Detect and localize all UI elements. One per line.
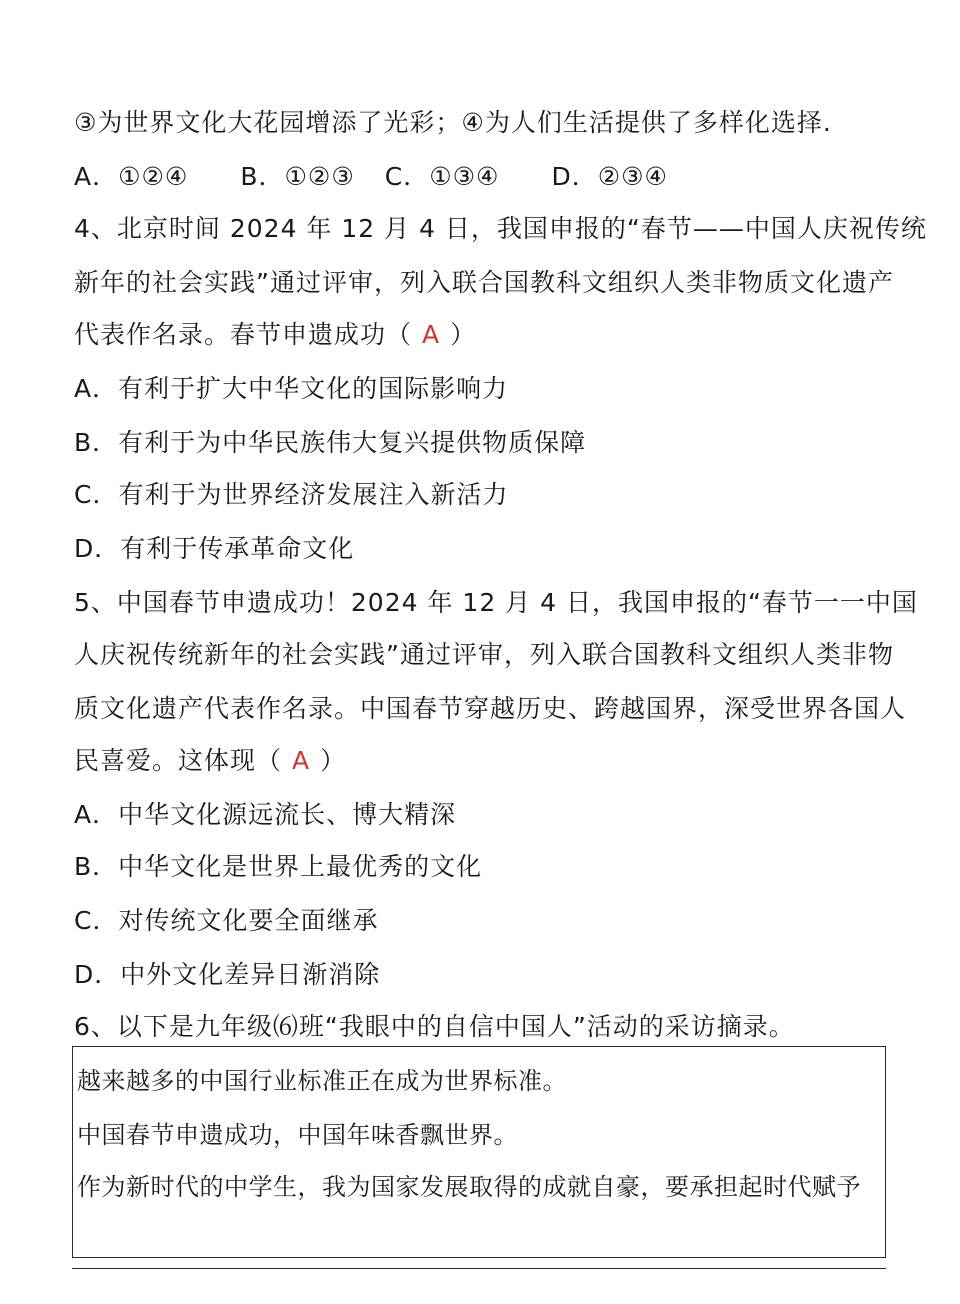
q5-option-b: B．中华文化是世界上最优秀的文化 (74, 852, 483, 881)
q5-stem-line-4 (74, 744, 346, 778)
q3-statement-line: ③为世界文化大花园增添了光彩；④为人们生活提供了多样化选择. (74, 108, 832, 137)
q6-stem-line-1: 6、以下是九年级⑹班“我眼中的自信中国人”活动的采访摘录。 (74, 1012, 795, 1041)
q4-answer-mark: A (422, 320, 441, 349)
q3-option-a: A．①②④ (74, 162, 189, 191)
q5-option-d: D．中外文化差异日渐消除 (74, 960, 381, 989)
q3-options-row (74, 160, 668, 194)
q5-stem-line-2: 人庆祝传统新年的社会实践”通过评审，列入联合国教科文组织人类非物 (74, 640, 894, 669)
q4-stem-suffix: ） (450, 320, 477, 349)
q5-option-a: A．中华文化源远流长、博大精深 (74, 800, 457, 829)
q6-box-bottom-rule (72, 1268, 886, 1269)
q4-stem-line-3 (74, 318, 476, 352)
q5-stem-line-3: 质文化遗产代表作名录。中国春节穿越历史、跨越国界，深受世界各国人 (74, 694, 907, 723)
q5-stem-line-1: 5、中国春节申遗成功！2024 年 12 月 4 日，我国申报的“春节一一中国 (74, 588, 918, 617)
q6-interview-box (72, 1046, 886, 1258)
q4-stem-line-1: 4、北京时间 2024 年 12 月 4 日，我国申报的“春节——中国人庆祝传统 (74, 214, 927, 243)
q4-option-d: D．有利于传承革命文化 (74, 534, 355, 563)
q6-box-line-2: 中国春节申遗成功，中国年味香飘世界。 (77, 1121, 518, 1149)
q4-option-a: A．有利于扩大中华文化的国际影响力 (74, 374, 509, 403)
q4-stem-line-2: 新年的社会实践”通过评审，列入联合国教科文组织人类非物质文化遗产 (74, 268, 894, 297)
q5-stem-prefix: 民喜爱。这体现（ (74, 746, 283, 775)
q6-box-line-3: 作为新时代的中学生，我为国家发展取得的成就自豪，要承担起时代赋予 (77, 1173, 861, 1201)
q5-option-c: C．对传统文化要全面继承 (74, 906, 379, 935)
q5-answer-mark: A (292, 746, 311, 775)
q4-option-b: B．有利于为中华民族伟大复兴提供物质保障 (74, 428, 587, 457)
q3-option-c: C．①③④ (384, 162, 500, 191)
q3-option-d: D．②③④ (551, 162, 668, 191)
q4-option-c: C．有利于为世界经济发展注入新活力 (74, 480, 509, 509)
q5-stem-suffix: ） (320, 746, 347, 775)
q4-stem-prefix: 代表作名录。春节申遗成功（ (74, 320, 413, 349)
q6-box-line-1: 越来越多的中国行业标准正在成为世界标准。 (77, 1067, 567, 1095)
q3-option-b: B．①②③ (240, 162, 355, 191)
